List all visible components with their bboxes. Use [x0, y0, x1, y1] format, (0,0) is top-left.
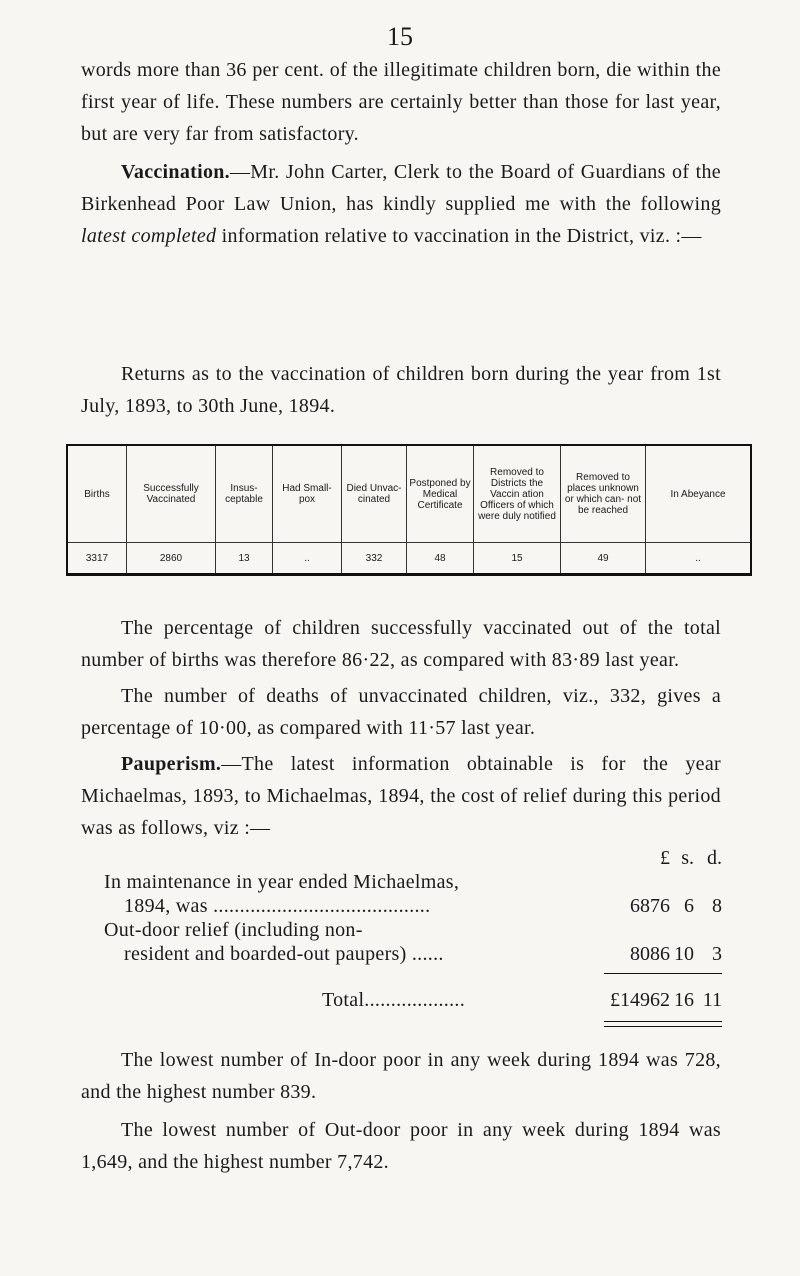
- header-births: Births: [67, 445, 127, 543]
- cell-removed-to-districts: 15: [474, 543, 561, 575]
- vaccination-text-before: —Mr. John Carter, Clerk to the Board of Guardians of the Birkenhead Poor Law Union, has kindly supplied me with the following: [81, 161, 721, 215]
- pauperism-heading: Pauperism.: [121, 753, 222, 775]
- relief-item-2-line1: Out-door relief (including non-: [104, 919, 363, 941]
- returns-paragraph: Returns as to the vaccination of children born during the year from 1st July, 1893, to 30th June, 1894.: [81, 363, 721, 417]
- sum-rule-bottom-2: [604, 1026, 722, 1027]
- header-died-unvaccinated: Died Unvac- cinated: [342, 445, 407, 543]
- relief-item-1-line2: 1894, was .........................................: [124, 895, 431, 917]
- relief-item-1-pence: 8: [712, 895, 722, 917]
- relief-item-2-shillings: 10: [674, 943, 694, 965]
- relief-item-1-pounds: 6876: [630, 895, 670, 917]
- header-successfully-vaccinated: Successfully Vaccinated: [127, 445, 216, 543]
- table-row: [67, 543, 751, 575]
- vaccination-paragraph: [81, 156, 721, 252]
- indoor-poor-paragraph: The lowest number of In-door poor in any week during 1894 was 728, and the highest number 839.: [81, 1049, 721, 1103]
- cell-births: 3317: [85, 552, 109, 564]
- sum-rule-bottom-1: [604, 1021, 722, 1022]
- relief-item-1-line1: In maintenance in year ended Michaelmas,: [104, 871, 460, 893]
- deaths-paragraph: The number of deaths of unvaccinated children, viz., 332, gives a percentage of 10·00, as compared with 11·57 last year.: [81, 685, 721, 739]
- relief-item-2-pounds: 8086: [630, 943, 670, 965]
- header-removed-to-unknown: Removed to places unknown or which can- not be reached: [561, 445, 646, 543]
- cell-in-abeyance: ..: [646, 543, 752, 575]
- header-removed-to-districts: Removed to Districts the Vaccin ation Officers of which were duly notified: [474, 445, 561, 543]
- header-in-abeyance: In Abeyance: [646, 445, 752, 543]
- header-had-smallpox: Had Small- pox: [273, 445, 342, 543]
- total-label: Total...................: [322, 989, 466, 1011]
- cell-had-smallpox: ..: [273, 543, 342, 575]
- vaccination-italic-text: latest completed: [81, 225, 217, 247]
- total-pence: 11: [702, 989, 722, 1011]
- percentage-paragraph: The percentage of children successfully vaccinated out of the total number of births was therefore 86·22, as compared with 83·89 last year.: [81, 617, 721, 671]
- currency-header-shillings: s.: [681, 847, 694, 869]
- total-shillings: 16: [674, 989, 694, 1011]
- pauperism-paragraph: [81, 748, 721, 844]
- header-insusceptible: Insus- ceptable: [216, 445, 273, 543]
- header-postponed: Postponed by Medical Certificate: [407, 445, 474, 543]
- page-number: 15: [387, 22, 413, 51]
- relief-item-1-shillings: 6: [684, 895, 694, 917]
- cell-died-unvaccinated: 332: [342, 543, 407, 575]
- currency-header-pounds: £: [660, 847, 670, 869]
- total-pounds: £14962: [610, 989, 670, 1011]
- currency-header-pence: d.: [707, 847, 722, 869]
- relief-item-2-pence: 3: [712, 943, 722, 965]
- outdoor-poor-paragraph: The lowest number of Out-door poor in any week during 1894 was 1,649, and the highest number 7,742.: [81, 1119, 721, 1173]
- sum-rule-top: [604, 973, 722, 974]
- cell-insusceptible: 13: [216, 543, 273, 575]
- relief-item-2-line2: resident and boarded-out paupers) ......: [124, 943, 444, 965]
- vaccination-heading: Vaccination.: [121, 161, 230, 183]
- pauperism-text: —The latest information obtainable is for the year Michaelmas, 1893, to Michaelmas, 1894, the cost of relief during this period was as follows, viz :—: [81, 753, 721, 839]
- cell-successfully-vaccinated: 2860: [127, 543, 216, 575]
- table-header-row: [67, 445, 751, 543]
- vaccination-text-after: information relative to vaccination in the District, viz. :—: [216, 225, 702, 247]
- cell-postponed: 48: [407, 543, 474, 575]
- vaccination-table: [66, 444, 752, 576]
- intro-paragraph: words more than 36 per cent. of the illegitimate children born, die within the first year of life. These numbers are certainly better than those for last year, but are very far from satisfactory.: [81, 59, 721, 145]
- cell-removed-to-unknown: 49: [561, 543, 646, 575]
